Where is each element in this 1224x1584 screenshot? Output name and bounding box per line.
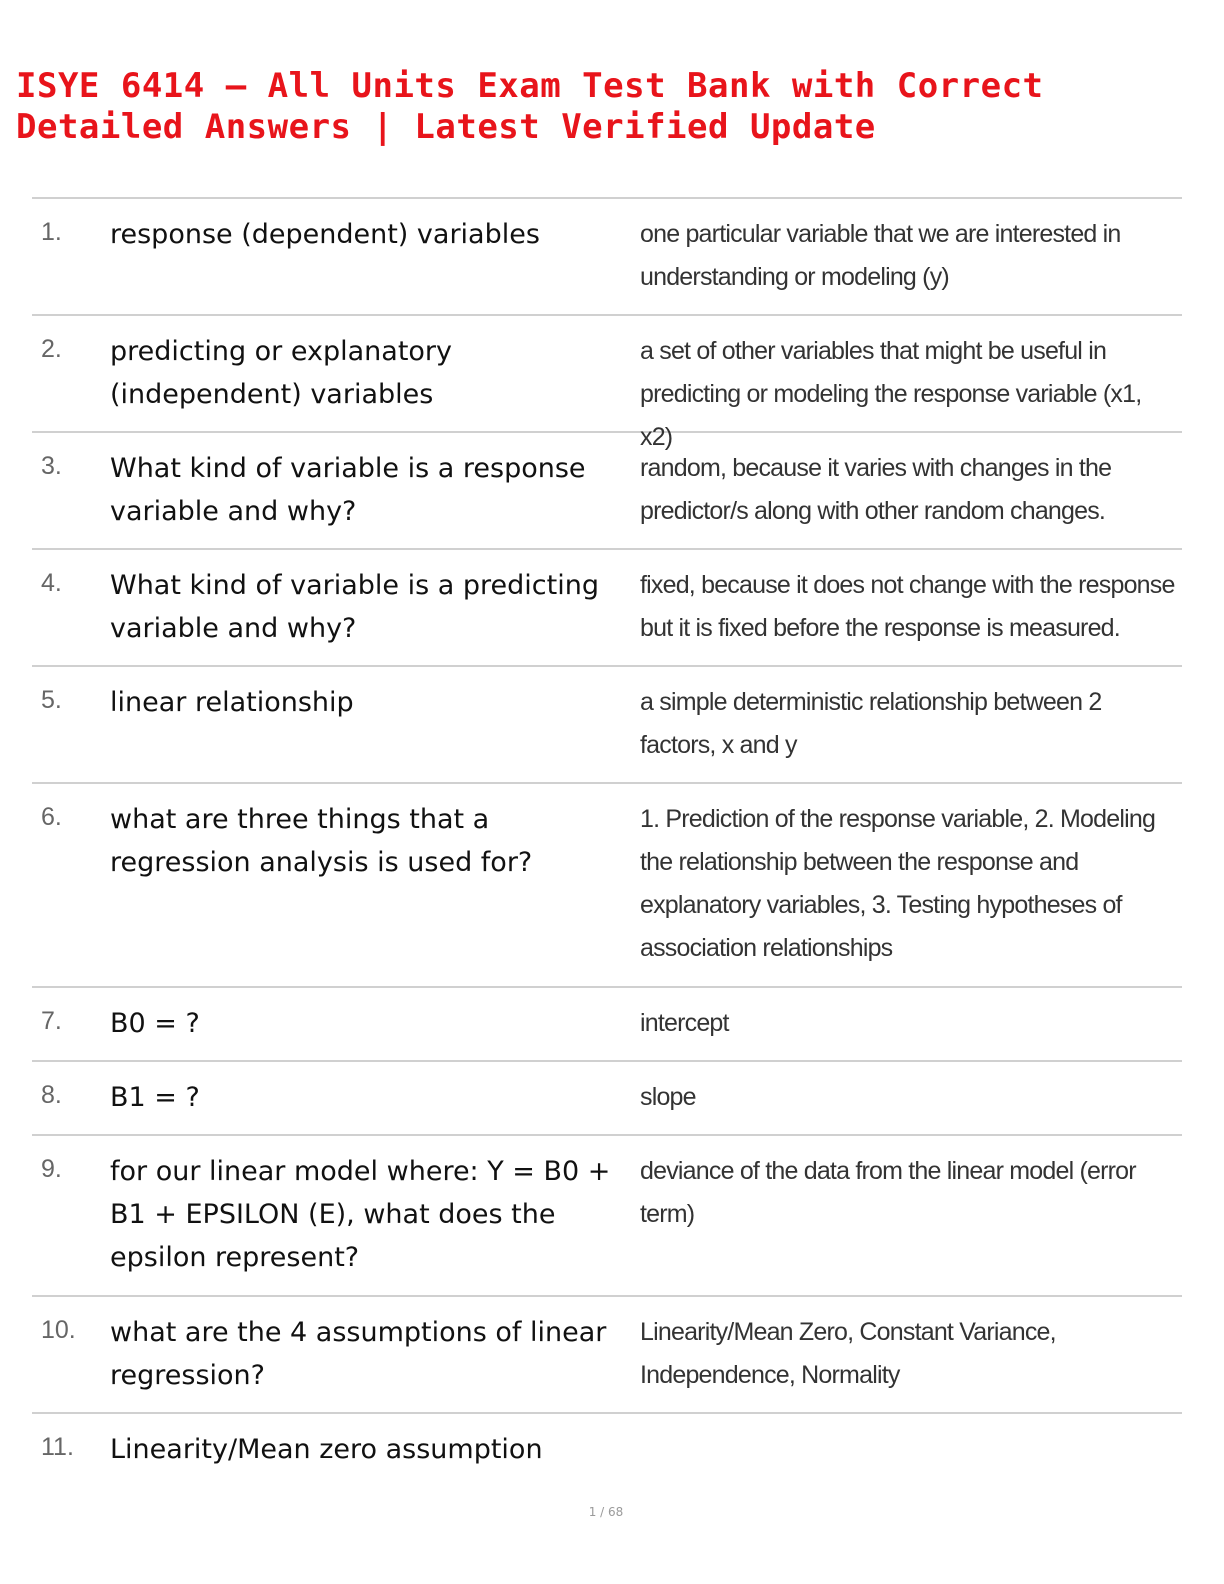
row-number: 4. [41,569,62,597]
table-row [32,1062,1182,1136]
row-term: response (dependent) variables [110,219,540,250]
row-number: 1. [41,218,62,246]
row-number: 10. [41,1316,76,1344]
document-title: ISYE 6414 – All Units Exam Test Bank with Correct Detailed Answers | Latest Verified Update [16,66,1044,147]
table-row [32,1297,1182,1414]
table-row [32,199,1182,316]
row-definition: a set of other variables that might be useful in predicting or modeling the response variable (x1, x2) [640,337,1142,451]
row-definition: fixed, because it does not change with the response but it is fixed before the response is measured. [640,571,1175,642]
table-row [32,1414,1182,1494]
table-row [32,784,1182,988]
row-number: 8. [41,1081,62,1109]
row-definition: deviance of the data from the linear model (error term) [640,1157,1136,1228]
row-term: for our linear model where: Y = B0 + B1 + EPSILON (E), what does the epsilon represent? [110,1156,611,1273]
row-term: B1 = ? [110,1082,200,1113]
table-row [32,1136,1182,1297]
flashcard-table [32,197,1182,1494]
row-number: 7. [41,1007,62,1035]
row-term: what are three things that a regression analysis is used for? [110,804,533,878]
table-row [32,988,1182,1062]
row-term: What kind of variable is a predicting variable and why? [110,570,599,644]
row-number: 3. [41,452,62,480]
table-row [32,550,1182,667]
row-definition: random, because it varies with changes in the predictor/s along with other random changes. [640,454,1112,525]
row-definition: 1. Prediction of the response variable, 2. Modeling the relationship between the response and explanatory variables, 3. Testing hypotheses of association relationships [640,805,1156,962]
row-term: Linearity/Mean zero assumption [110,1434,543,1465]
row-term: B0 = ? [110,1008,200,1039]
row-definition: one particular variable that we are interested in understanding or modeling (y) [640,220,1121,291]
row-number: 9. [41,1155,62,1183]
row-term: what are the 4 assumptions of linear regression? [110,1317,607,1391]
row-term: predicting or explanatory (independent) variables [110,336,453,410]
row-number: 5. [41,686,62,714]
table-row [32,667,1182,784]
row-number: 2. [41,335,62,363]
row-definition: slope [640,1083,696,1111]
row-definition: a simple deterministic relationship between 2 factors, x and y [640,688,1102,759]
row-term: linear relationship [110,687,354,718]
row-number: 11. [41,1433,74,1461]
page-number: 1 / 68 [588,1505,624,1519]
row-number: 6. [41,803,62,831]
row-term: What kind of variable is a response variable and why? [110,453,586,527]
table-row [32,316,1182,451]
table-row [32,433,1182,550]
row-definition: intercept [640,1009,729,1037]
row-definition: Linearity/Mean Zero, Constant Variance, Independence, Normality [640,1318,1056,1389]
